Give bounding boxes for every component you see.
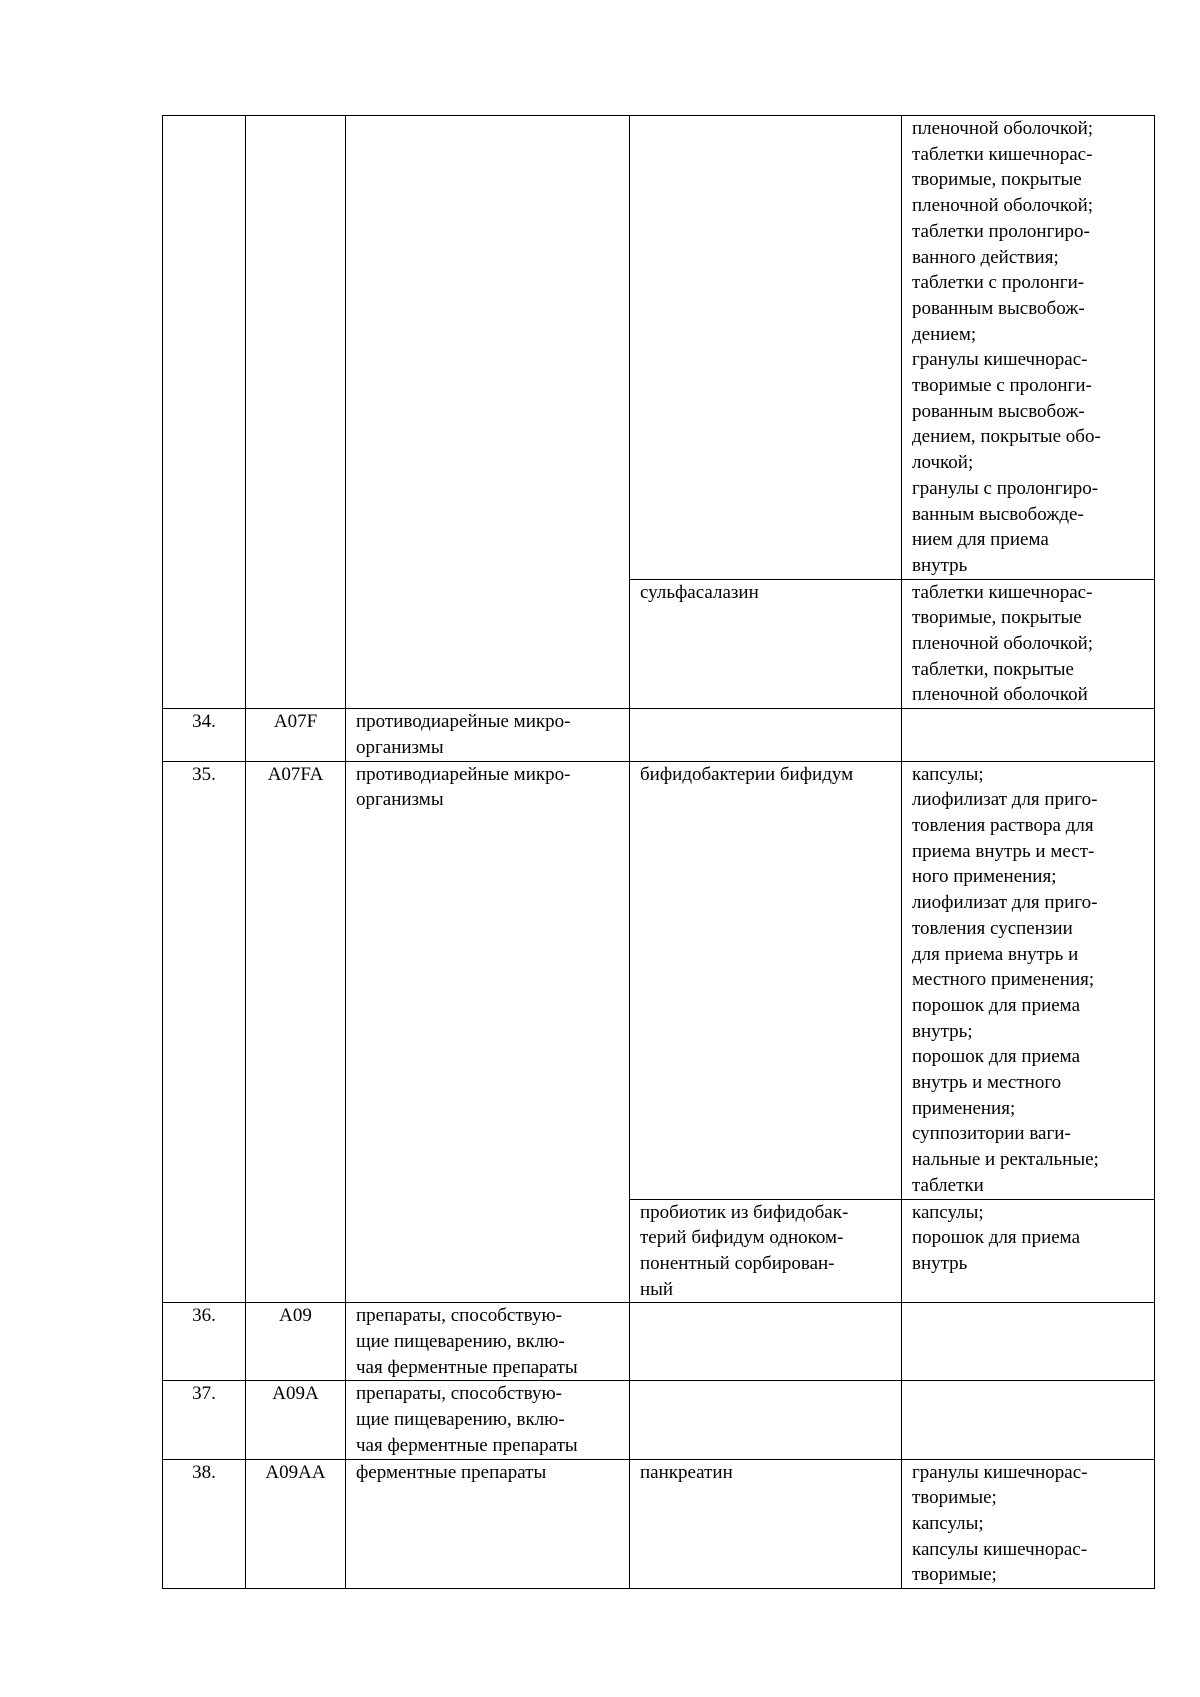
text-line: препараты, способствую- xyxy=(356,1383,562,1405)
group-name-cell xyxy=(346,116,630,709)
text-line: гранулы кишечнорас- xyxy=(912,1461,1088,1483)
text-line: капсулы; xyxy=(912,1512,984,1534)
text-line: внутрь xyxy=(912,1252,968,1274)
table-row xyxy=(163,1381,1155,1459)
table-row xyxy=(163,1303,1155,1381)
atc-code-cell: A07FA xyxy=(246,761,346,1303)
text-line: панкреатин xyxy=(640,1461,733,1483)
text-line: лиофилизат для приго- xyxy=(912,892,1098,914)
row-number-cell: 34. xyxy=(163,709,246,761)
text-line: сульфасалазин xyxy=(640,581,759,603)
dosage-forms-cell xyxy=(902,116,1155,580)
text-line: суппозитории ваги- xyxy=(912,1123,1071,1145)
text-line: дением; xyxy=(912,323,977,345)
text-line: нальные и ректальные; xyxy=(912,1149,1099,1171)
text-line: приема внутрь и мест- xyxy=(912,840,1095,862)
text-line: внутрь; xyxy=(912,1020,973,1042)
atc-code-cell: A09 xyxy=(246,1303,346,1381)
row-number-cell: 37. xyxy=(163,1381,246,1459)
drug-name-cell xyxy=(630,1303,902,1381)
text-line: чая ферментные препараты xyxy=(356,1356,578,1378)
dosage-forms-cell xyxy=(902,1199,1155,1303)
text-line: организмы xyxy=(356,736,444,758)
text-line: гранулы кишечнорас- xyxy=(912,349,1088,371)
text-line: пленочной оболочкой; xyxy=(912,633,1094,655)
text-line: капсулы кишечнорас- xyxy=(912,1538,1088,1560)
text-line: пленочной оболочкой xyxy=(912,684,1088,706)
text-line: пленочной оболочкой; xyxy=(912,195,1094,217)
text-line: пленочной оболочкой; xyxy=(912,118,1094,139)
row-number-cell: 35. xyxy=(163,761,246,1303)
row-number-cell: 36. xyxy=(163,1303,246,1381)
text-line: ферментные препараты xyxy=(356,1461,547,1483)
text-line: товления суспензии xyxy=(912,917,1073,939)
text-line: лиофилизат для приго- xyxy=(912,789,1098,811)
text-line: творимые с пролонги- xyxy=(912,375,1092,397)
text-line: порошок для приема xyxy=(912,1227,1081,1249)
text-line: противодиарейные микро- xyxy=(356,711,571,733)
group-name-cell xyxy=(346,761,630,1303)
text-line: организмы xyxy=(356,789,444,811)
text-line: дением, покрытые обо- xyxy=(912,426,1101,448)
text-line: товления раствора для xyxy=(912,814,1094,836)
text-line: внутрь и местного xyxy=(912,1072,1062,1094)
text-line: ного применения; xyxy=(912,866,1057,888)
text-line: рованным высвобож- xyxy=(912,400,1085,422)
drug-name-cell xyxy=(630,1459,902,1589)
text-line: таблетки xyxy=(912,1174,984,1196)
text-line: творимые, покрытые xyxy=(912,169,1082,191)
text-line: капсулы; xyxy=(912,1201,984,1223)
dosage-forms-cell xyxy=(902,1303,1155,1381)
group-name-cell xyxy=(346,1459,630,1589)
group-name-cell xyxy=(346,1303,630,1381)
text-line: гранулы с пролонгиро- xyxy=(912,477,1099,499)
table-row xyxy=(163,761,1155,1199)
atc-code-cell xyxy=(246,116,346,709)
text-line: нием для приема xyxy=(912,529,1049,551)
dosage-forms-cell xyxy=(902,579,1155,709)
text-line: порошок для приема xyxy=(912,1046,1081,1068)
text-line: для приема внутрь и xyxy=(912,943,1079,965)
dosage-forms-cell xyxy=(902,761,1155,1199)
text-line: ный xyxy=(640,1278,674,1300)
atc-code-cell: A09AA xyxy=(246,1459,346,1589)
dosage-forms-cell xyxy=(902,1381,1155,1459)
group-name-cell xyxy=(346,1381,630,1459)
row-number-cell: 38. xyxy=(163,1459,246,1589)
text-line: творимые; xyxy=(912,1564,997,1586)
text-line: бифидобактерии бифидум xyxy=(640,763,854,785)
text-line: таблетки пролонгиро- xyxy=(912,220,1090,242)
text-line: таблетки, покрытые xyxy=(912,658,1074,680)
dosage-forms-cell xyxy=(902,709,1155,761)
table-row xyxy=(163,709,1155,761)
text-line: ванного действия; xyxy=(912,246,1059,268)
drug-name-cell xyxy=(630,709,902,761)
text-line: противодиарейные микро- xyxy=(356,763,571,785)
text-line: порошок для приема xyxy=(912,994,1081,1016)
atc-code-cell: A09A xyxy=(246,1381,346,1459)
group-name-cell xyxy=(346,709,630,761)
atc-code-cell: A07F xyxy=(246,709,346,761)
text-line: применения; xyxy=(912,1097,1016,1119)
dosage-forms-cell xyxy=(902,1459,1155,1589)
text-line: щие пищеварению, вклю- xyxy=(356,1409,565,1431)
text-line: щие пищеварению, вклю- xyxy=(356,1331,565,1353)
text-line: рованным высвобож- xyxy=(912,297,1085,319)
drug-name-cell xyxy=(630,116,902,580)
text-line: ванным высвобожде- xyxy=(912,503,1084,525)
text-line: чая ферментные препараты xyxy=(356,1434,578,1456)
text-line: препараты, способствую- xyxy=(356,1305,562,1327)
text-line: таблетки кишечнорас- xyxy=(912,143,1093,165)
drug-name-cell xyxy=(630,1199,902,1303)
text-line: внутрь xyxy=(912,554,968,576)
text-line: местного применения; xyxy=(912,969,1095,991)
table-row xyxy=(163,1459,1155,1589)
text-line: капсулы; xyxy=(912,763,984,785)
drug-list-table xyxy=(162,115,1155,1589)
table-body xyxy=(163,116,1155,1589)
text-line: лочкой; xyxy=(912,452,974,474)
drug-name-cell xyxy=(630,579,902,709)
text-line: терий бифидум одноком- xyxy=(640,1227,844,1249)
text-line: творимые, покрытые xyxy=(912,607,1082,629)
text-line: таблетки кишечнорас- xyxy=(912,581,1093,603)
text-line: таблетки с пролонги- xyxy=(912,272,1085,294)
table-row xyxy=(163,116,1155,580)
text-line: понентный сорбирован- xyxy=(640,1252,835,1274)
row-number-cell xyxy=(163,116,246,709)
text-line: пробиотик из бифидобак- xyxy=(640,1201,849,1223)
drug-name-cell xyxy=(630,761,902,1199)
text-line: творимые; xyxy=(912,1487,997,1509)
drug-name-cell xyxy=(630,1381,902,1459)
